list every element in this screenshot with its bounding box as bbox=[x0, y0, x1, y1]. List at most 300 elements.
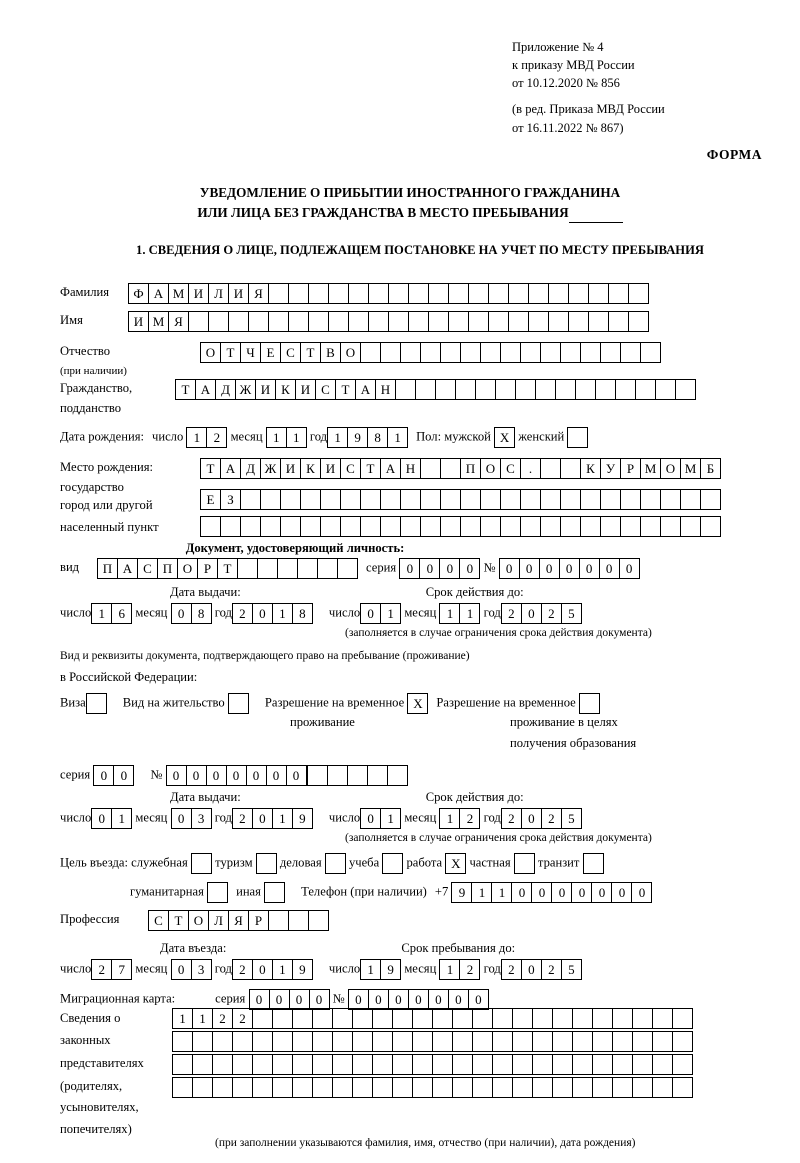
form-cell[interactable] bbox=[512, 1008, 533, 1029]
form-cell[interactable]: П bbox=[460, 458, 481, 479]
checkbox-cell[interactable] bbox=[579, 693, 600, 714]
form-cell[interactable] bbox=[532, 1077, 553, 1098]
form-cell[interactable]: 1 bbox=[439, 959, 460, 980]
form-cell[interactable]: Б bbox=[700, 458, 721, 479]
form-cell[interactable]: К bbox=[300, 458, 321, 479]
form-cell[interactable] bbox=[660, 489, 681, 510]
form-cell[interactable] bbox=[240, 489, 261, 510]
form-cell[interactable] bbox=[612, 1077, 633, 1098]
form-cell[interactable] bbox=[332, 1008, 353, 1029]
form-cell[interactable]: З bbox=[220, 489, 241, 510]
form-cell[interactable]: 0 bbox=[360, 808, 381, 829]
form-cell[interactable]: 5 bbox=[561, 808, 582, 829]
form-cell[interactable] bbox=[492, 1008, 513, 1029]
form-cell[interactable]: 0 bbox=[419, 558, 440, 579]
form-cell[interactable] bbox=[520, 489, 541, 510]
form-cell[interactable] bbox=[328, 283, 349, 304]
form-cell[interactable]: 0 bbox=[399, 558, 420, 579]
form-cell[interactable] bbox=[620, 342, 641, 363]
form-cell[interactable] bbox=[628, 311, 649, 332]
form-cell[interactable]: С bbox=[148, 910, 169, 931]
form-cell[interactable]: 0 bbox=[539, 558, 560, 579]
form-cell[interactable] bbox=[512, 1054, 533, 1075]
form-cell[interactable] bbox=[632, 1077, 653, 1098]
form-cell[interactable] bbox=[592, 1031, 613, 1052]
form-cell[interactable] bbox=[340, 516, 361, 537]
form-cell[interactable] bbox=[288, 311, 309, 332]
form-cell[interactable] bbox=[552, 1077, 573, 1098]
form-cell[interactable] bbox=[172, 1077, 193, 1098]
form-cell[interactable] bbox=[400, 516, 421, 537]
form-cell[interactable] bbox=[392, 1054, 413, 1075]
form-cell[interactable]: 1 bbox=[360, 959, 381, 980]
checkbox-cell[interactable]: Х bbox=[407, 693, 428, 714]
form-cell[interactable]: Р bbox=[620, 458, 641, 479]
form-cell[interactable] bbox=[640, 489, 661, 510]
form-cell[interactable] bbox=[332, 1077, 353, 1098]
form-cell[interactable]: К bbox=[275, 379, 296, 400]
form-cell[interactable] bbox=[232, 1031, 253, 1052]
form-cell[interactable] bbox=[252, 1054, 273, 1075]
form-cell[interactable]: 0 bbox=[289, 989, 310, 1010]
form-cell[interactable] bbox=[655, 379, 676, 400]
form-cell[interactable] bbox=[532, 1054, 553, 1075]
form-cell[interactable] bbox=[472, 1008, 493, 1029]
form-cell[interactable] bbox=[560, 458, 581, 479]
form-cell[interactable]: Я bbox=[228, 910, 249, 931]
form-cell[interactable] bbox=[360, 489, 381, 510]
form-cell[interactable] bbox=[232, 1077, 253, 1098]
form-cell[interactable] bbox=[435, 379, 456, 400]
form-cell[interactable]: 0 bbox=[360, 603, 381, 624]
checkbox-cell[interactable] bbox=[583, 853, 604, 874]
form-cell[interactable]: П bbox=[157, 558, 178, 579]
form-cell[interactable] bbox=[652, 1054, 673, 1075]
form-cell[interactable] bbox=[620, 516, 641, 537]
form-cell[interactable] bbox=[672, 1031, 693, 1052]
form-cell[interactable]: 1 bbox=[272, 603, 293, 624]
form-cell[interactable] bbox=[408, 283, 429, 304]
form-cell[interactable] bbox=[292, 1008, 313, 1029]
form-cell[interactable] bbox=[600, 489, 621, 510]
checkbox-cell[interactable]: Х bbox=[445, 853, 466, 874]
form-cell[interactable]: 1 bbox=[380, 603, 401, 624]
form-cell[interactable] bbox=[455, 379, 476, 400]
form-cell[interactable]: 0 bbox=[551, 882, 572, 903]
form-cell[interactable]: И bbox=[228, 283, 249, 304]
form-cell[interactable]: 0 bbox=[388, 989, 409, 1010]
form-cell[interactable]: 0 bbox=[93, 765, 114, 786]
form-cell[interactable] bbox=[460, 516, 481, 537]
form-cell[interactable]: И bbox=[320, 458, 341, 479]
form-cell[interactable]: 6 bbox=[111, 603, 132, 624]
form-cell[interactable] bbox=[280, 489, 301, 510]
form-cell[interactable]: 0 bbox=[368, 989, 389, 1010]
form-cell[interactable] bbox=[412, 1054, 433, 1075]
form-cell[interactable] bbox=[608, 283, 629, 304]
form-cell[interactable] bbox=[352, 1054, 373, 1075]
form-cell[interactable]: 1 bbox=[192, 1008, 213, 1029]
form-cell[interactable]: 7 bbox=[111, 959, 132, 980]
form-cell[interactable] bbox=[540, 458, 561, 479]
form-cell[interactable] bbox=[592, 1054, 613, 1075]
form-cell[interactable] bbox=[400, 342, 421, 363]
form-cell[interactable] bbox=[420, 342, 441, 363]
form-cell[interactable]: 5 bbox=[561, 959, 582, 980]
form-cell[interactable]: 0 bbox=[521, 603, 542, 624]
form-cell[interactable]: 2 bbox=[501, 808, 522, 829]
form-cell[interactable] bbox=[312, 1031, 333, 1052]
form-cell[interactable] bbox=[452, 1008, 473, 1029]
form-cell[interactable]: В bbox=[320, 342, 341, 363]
form-cell[interactable] bbox=[568, 311, 589, 332]
form-cell[interactable] bbox=[328, 311, 349, 332]
form-cell[interactable] bbox=[337, 558, 358, 579]
form-cell[interactable] bbox=[452, 1031, 473, 1052]
form-cell[interactable] bbox=[428, 311, 449, 332]
form-cell[interactable]: 0 bbox=[113, 765, 134, 786]
form-cell[interactable] bbox=[380, 342, 401, 363]
form-cell[interactable] bbox=[632, 1054, 653, 1075]
form-cell[interactable]: 2 bbox=[459, 959, 480, 980]
checkbox-cell[interactable] bbox=[191, 853, 212, 874]
form-cell[interactable]: . bbox=[520, 458, 541, 479]
form-cell[interactable] bbox=[307, 765, 328, 786]
form-cell[interactable] bbox=[440, 516, 461, 537]
form-cell[interactable]: О bbox=[177, 558, 198, 579]
form-cell[interactable] bbox=[352, 1008, 373, 1029]
form-cell[interactable] bbox=[297, 558, 318, 579]
form-cell[interactable]: 0 bbox=[206, 765, 227, 786]
form-cell[interactable] bbox=[440, 458, 461, 479]
form-cell[interactable] bbox=[572, 1054, 593, 1075]
checkbox-cell[interactable] bbox=[256, 853, 277, 874]
form-cell[interactable] bbox=[488, 283, 509, 304]
form-cell[interactable] bbox=[488, 311, 509, 332]
form-cell[interactable] bbox=[572, 1077, 593, 1098]
form-cell[interactable]: 1 bbox=[380, 808, 401, 829]
form-cell[interactable] bbox=[480, 489, 501, 510]
form-cell[interactable] bbox=[308, 283, 329, 304]
form-cell[interactable] bbox=[240, 516, 261, 537]
form-cell[interactable] bbox=[188, 311, 209, 332]
form-cell[interactable] bbox=[448, 283, 469, 304]
form-cell[interactable] bbox=[372, 1077, 393, 1098]
form-cell[interactable]: Я bbox=[168, 311, 189, 332]
form-cell[interactable]: А bbox=[195, 379, 216, 400]
form-cell[interactable]: Е bbox=[200, 489, 221, 510]
form-cell[interactable]: П bbox=[97, 558, 118, 579]
form-cell[interactable]: 0 bbox=[448, 989, 469, 1010]
form-cell[interactable]: 2 bbox=[232, 603, 253, 624]
form-cell[interactable] bbox=[360, 516, 381, 537]
form-cell[interactable]: А bbox=[355, 379, 376, 400]
form-cell[interactable] bbox=[192, 1054, 213, 1075]
form-cell[interactable] bbox=[208, 311, 229, 332]
form-cell[interactable]: С bbox=[315, 379, 336, 400]
form-cell[interactable]: 0 bbox=[531, 882, 552, 903]
form-cell[interactable] bbox=[652, 1008, 673, 1029]
form-cell[interactable]: Н bbox=[400, 458, 421, 479]
form-cell[interactable]: 3 bbox=[191, 959, 212, 980]
form-cell[interactable] bbox=[580, 516, 601, 537]
form-cell[interactable] bbox=[628, 283, 649, 304]
form-cell[interactable] bbox=[468, 311, 489, 332]
form-cell[interactable] bbox=[420, 458, 441, 479]
form-cell[interactable] bbox=[380, 516, 401, 537]
form-cell[interactable]: 0 bbox=[246, 765, 267, 786]
form-cell[interactable] bbox=[575, 379, 596, 400]
form-cell[interactable]: 1 bbox=[172, 1008, 193, 1029]
form-cell[interactable]: 0 bbox=[266, 765, 287, 786]
form-cell[interactable]: 0 bbox=[226, 765, 247, 786]
form-cell[interactable] bbox=[272, 1077, 293, 1098]
form-cell[interactable]: 2 bbox=[541, 808, 562, 829]
form-cell[interactable] bbox=[288, 283, 309, 304]
form-cell[interactable] bbox=[252, 1008, 273, 1029]
form-cell[interactable]: 0 bbox=[519, 558, 540, 579]
form-cell[interactable] bbox=[228, 311, 249, 332]
form-cell[interactable]: И bbox=[188, 283, 209, 304]
form-cell[interactable] bbox=[532, 1031, 553, 1052]
form-cell[interactable] bbox=[368, 311, 389, 332]
form-cell[interactable]: С bbox=[137, 558, 158, 579]
form-cell[interactable] bbox=[512, 1031, 533, 1052]
form-cell[interactable]: К bbox=[580, 458, 601, 479]
form-cell[interactable] bbox=[272, 1054, 293, 1075]
form-cell[interactable] bbox=[395, 379, 416, 400]
form-cell[interactable] bbox=[257, 558, 278, 579]
form-cell[interactable]: 1 bbox=[387, 427, 408, 448]
form-cell[interactable]: 2 bbox=[232, 959, 253, 980]
form-cell[interactable] bbox=[440, 342, 461, 363]
form-cell[interactable] bbox=[500, 342, 521, 363]
form-cell[interactable]: 8 bbox=[292, 603, 313, 624]
form-cell[interactable] bbox=[420, 489, 441, 510]
form-cell[interactable]: 0 bbox=[439, 558, 460, 579]
form-cell[interactable] bbox=[640, 342, 661, 363]
form-cell[interactable] bbox=[588, 283, 609, 304]
form-cell[interactable] bbox=[532, 1008, 553, 1029]
form-cell[interactable] bbox=[392, 1031, 413, 1052]
form-cell[interactable] bbox=[367, 765, 388, 786]
form-cell[interactable] bbox=[332, 1054, 353, 1075]
form-cell[interactable]: Т bbox=[335, 379, 356, 400]
form-cell[interactable] bbox=[412, 1008, 433, 1029]
form-cell[interactable]: М bbox=[680, 458, 701, 479]
form-cell[interactable]: 0 bbox=[468, 989, 489, 1010]
form-cell[interactable] bbox=[260, 516, 281, 537]
form-cell[interactable]: 0 bbox=[171, 959, 192, 980]
form-cell[interactable]: И bbox=[128, 311, 149, 332]
form-cell[interactable] bbox=[452, 1077, 473, 1098]
form-cell[interactable]: 1 bbox=[266, 427, 287, 448]
form-cell[interactable] bbox=[268, 910, 289, 931]
form-cell[interactable] bbox=[172, 1054, 193, 1075]
form-cell[interactable] bbox=[272, 1008, 293, 1029]
form-cell[interactable] bbox=[495, 379, 516, 400]
form-cell[interactable] bbox=[660, 516, 681, 537]
form-cell[interactable] bbox=[612, 1031, 633, 1052]
form-cell[interactable]: 1 bbox=[439, 808, 460, 829]
form-cell[interactable] bbox=[548, 311, 569, 332]
form-cell[interactable] bbox=[568, 283, 589, 304]
form-cell[interactable]: 0 bbox=[559, 558, 580, 579]
form-cell[interactable]: 8 bbox=[191, 603, 212, 624]
form-cell[interactable]: Я bbox=[248, 283, 269, 304]
form-cell[interactable]: 0 bbox=[521, 808, 542, 829]
form-cell[interactable]: 1 bbox=[327, 427, 348, 448]
form-cell[interactable]: 0 bbox=[611, 882, 632, 903]
form-cell[interactable]: 1 bbox=[272, 959, 293, 980]
form-cell[interactable] bbox=[460, 489, 481, 510]
form-cell[interactable] bbox=[528, 283, 549, 304]
form-cell[interactable]: Т bbox=[360, 458, 381, 479]
form-cell[interactable] bbox=[672, 1054, 693, 1075]
form-cell[interactable]: 0 bbox=[269, 989, 290, 1010]
form-cell[interactable] bbox=[680, 489, 701, 510]
form-cell[interactable] bbox=[412, 1031, 433, 1052]
checkbox-cell[interactable] bbox=[86, 693, 107, 714]
form-cell[interactable]: О bbox=[340, 342, 361, 363]
checkbox-cell[interactable] bbox=[264, 882, 285, 903]
form-cell[interactable]: Д bbox=[215, 379, 236, 400]
form-cell[interactable] bbox=[360, 342, 381, 363]
form-cell[interactable]: 1 bbox=[471, 882, 492, 903]
form-cell[interactable]: 0 bbox=[499, 558, 520, 579]
form-cell[interactable] bbox=[340, 489, 361, 510]
form-cell[interactable]: 0 bbox=[186, 765, 207, 786]
form-cell[interactable]: 0 bbox=[631, 882, 652, 903]
form-cell[interactable]: 0 bbox=[591, 882, 612, 903]
checkbox-cell[interactable] bbox=[228, 693, 249, 714]
form-cell[interactable] bbox=[580, 489, 601, 510]
form-cell[interactable] bbox=[595, 379, 616, 400]
form-cell[interactable]: Е bbox=[260, 342, 281, 363]
form-cell[interactable] bbox=[372, 1008, 393, 1029]
form-cell[interactable] bbox=[468, 283, 489, 304]
form-cell[interactable] bbox=[292, 1054, 313, 1075]
form-cell[interactable]: 1 bbox=[111, 808, 132, 829]
form-cell[interactable] bbox=[512, 1077, 533, 1098]
form-cell[interactable]: 0 bbox=[579, 558, 600, 579]
form-cell[interactable] bbox=[272, 1031, 293, 1052]
form-cell[interactable]: И bbox=[255, 379, 276, 400]
form-cell[interactable] bbox=[652, 1031, 673, 1052]
form-cell[interactable] bbox=[600, 342, 621, 363]
form-cell[interactable]: А bbox=[148, 283, 169, 304]
form-cell[interactable] bbox=[588, 311, 609, 332]
form-cell[interactable]: 5 bbox=[561, 603, 582, 624]
form-cell[interactable] bbox=[632, 1031, 653, 1052]
form-cell[interactable]: Л bbox=[208, 910, 229, 931]
form-cell[interactable] bbox=[212, 1077, 233, 1098]
form-cell[interactable]: И bbox=[295, 379, 316, 400]
form-cell[interactable] bbox=[492, 1077, 513, 1098]
form-cell[interactable] bbox=[327, 765, 348, 786]
form-cell[interactable] bbox=[520, 516, 541, 537]
form-cell[interactable]: 2 bbox=[232, 808, 253, 829]
form-cell[interactable]: 0 bbox=[521, 959, 542, 980]
form-cell[interactable] bbox=[460, 342, 481, 363]
form-cell[interactable] bbox=[388, 283, 409, 304]
form-cell[interactable] bbox=[347, 765, 368, 786]
form-cell[interactable] bbox=[555, 379, 576, 400]
form-cell[interactable]: О bbox=[480, 458, 501, 479]
form-cell[interactable]: 3 bbox=[191, 808, 212, 829]
form-cell[interactable] bbox=[592, 1077, 613, 1098]
form-cell[interactable] bbox=[292, 1031, 313, 1052]
form-cell[interactable]: 0 bbox=[511, 882, 532, 903]
checkbox-cell[interactable] bbox=[207, 882, 228, 903]
form-cell[interactable] bbox=[312, 1077, 333, 1098]
form-cell[interactable] bbox=[552, 1054, 573, 1075]
form-cell[interactable] bbox=[652, 1077, 673, 1098]
form-cell[interactable]: 0 bbox=[91, 808, 112, 829]
form-cell[interactable] bbox=[520, 342, 541, 363]
form-cell[interactable]: Л bbox=[208, 283, 229, 304]
form-cell[interactable]: Ж bbox=[235, 379, 256, 400]
form-cell[interactable]: О bbox=[200, 342, 221, 363]
form-cell[interactable] bbox=[212, 1054, 233, 1075]
form-cell[interactable] bbox=[608, 311, 629, 332]
form-cell[interactable] bbox=[300, 516, 321, 537]
form-cell[interactable] bbox=[615, 379, 636, 400]
form-cell[interactable] bbox=[472, 1031, 493, 1052]
form-cell[interactable] bbox=[480, 342, 501, 363]
form-cell[interactable]: 2 bbox=[501, 603, 522, 624]
form-cell[interactable]: 2 bbox=[91, 959, 112, 980]
form-cell[interactable]: 0 bbox=[252, 603, 273, 624]
form-cell[interactable] bbox=[260, 489, 281, 510]
form-cell[interactable]: 0 bbox=[171, 808, 192, 829]
form-cell[interactable]: Т bbox=[168, 910, 189, 931]
form-cell[interactable]: 9 bbox=[347, 427, 368, 448]
form-cell[interactable]: 1 bbox=[439, 603, 460, 624]
form-cell[interactable]: Ж bbox=[260, 458, 281, 479]
form-cell[interactable]: 9 bbox=[292, 959, 313, 980]
form-cell[interactable] bbox=[592, 1008, 613, 1029]
form-cell[interactable] bbox=[452, 1054, 473, 1075]
form-cell[interactable]: С bbox=[500, 458, 521, 479]
form-cell[interactable]: А bbox=[380, 458, 401, 479]
checkbox-cell[interactable] bbox=[567, 427, 588, 448]
form-cell[interactable] bbox=[268, 311, 289, 332]
checkbox-cell[interactable]: Х bbox=[494, 427, 515, 448]
form-cell[interactable]: М bbox=[168, 283, 189, 304]
checkbox-cell[interactable] bbox=[382, 853, 403, 874]
form-cell[interactable] bbox=[317, 558, 338, 579]
form-cell[interactable] bbox=[432, 1077, 453, 1098]
form-cell[interactable]: 9 bbox=[292, 808, 313, 829]
form-cell[interactable] bbox=[540, 342, 561, 363]
form-cell[interactable]: Т bbox=[200, 458, 221, 479]
form-cell[interactable] bbox=[528, 311, 549, 332]
form-cell[interactable]: И bbox=[280, 458, 301, 479]
form-cell[interactable] bbox=[492, 1054, 513, 1075]
form-cell[interactable]: 1 bbox=[459, 603, 480, 624]
form-cell[interactable] bbox=[252, 1077, 273, 1098]
form-cell[interactable] bbox=[540, 489, 561, 510]
form-cell[interactable] bbox=[192, 1077, 213, 1098]
form-cell[interactable] bbox=[387, 765, 408, 786]
form-cell[interactable] bbox=[600, 516, 621, 537]
form-cell[interactable] bbox=[348, 283, 369, 304]
form-cell[interactable] bbox=[475, 379, 496, 400]
form-cell[interactable]: Т bbox=[300, 342, 321, 363]
form-cell[interactable]: 1 bbox=[272, 808, 293, 829]
form-cell[interactable] bbox=[492, 1031, 513, 1052]
